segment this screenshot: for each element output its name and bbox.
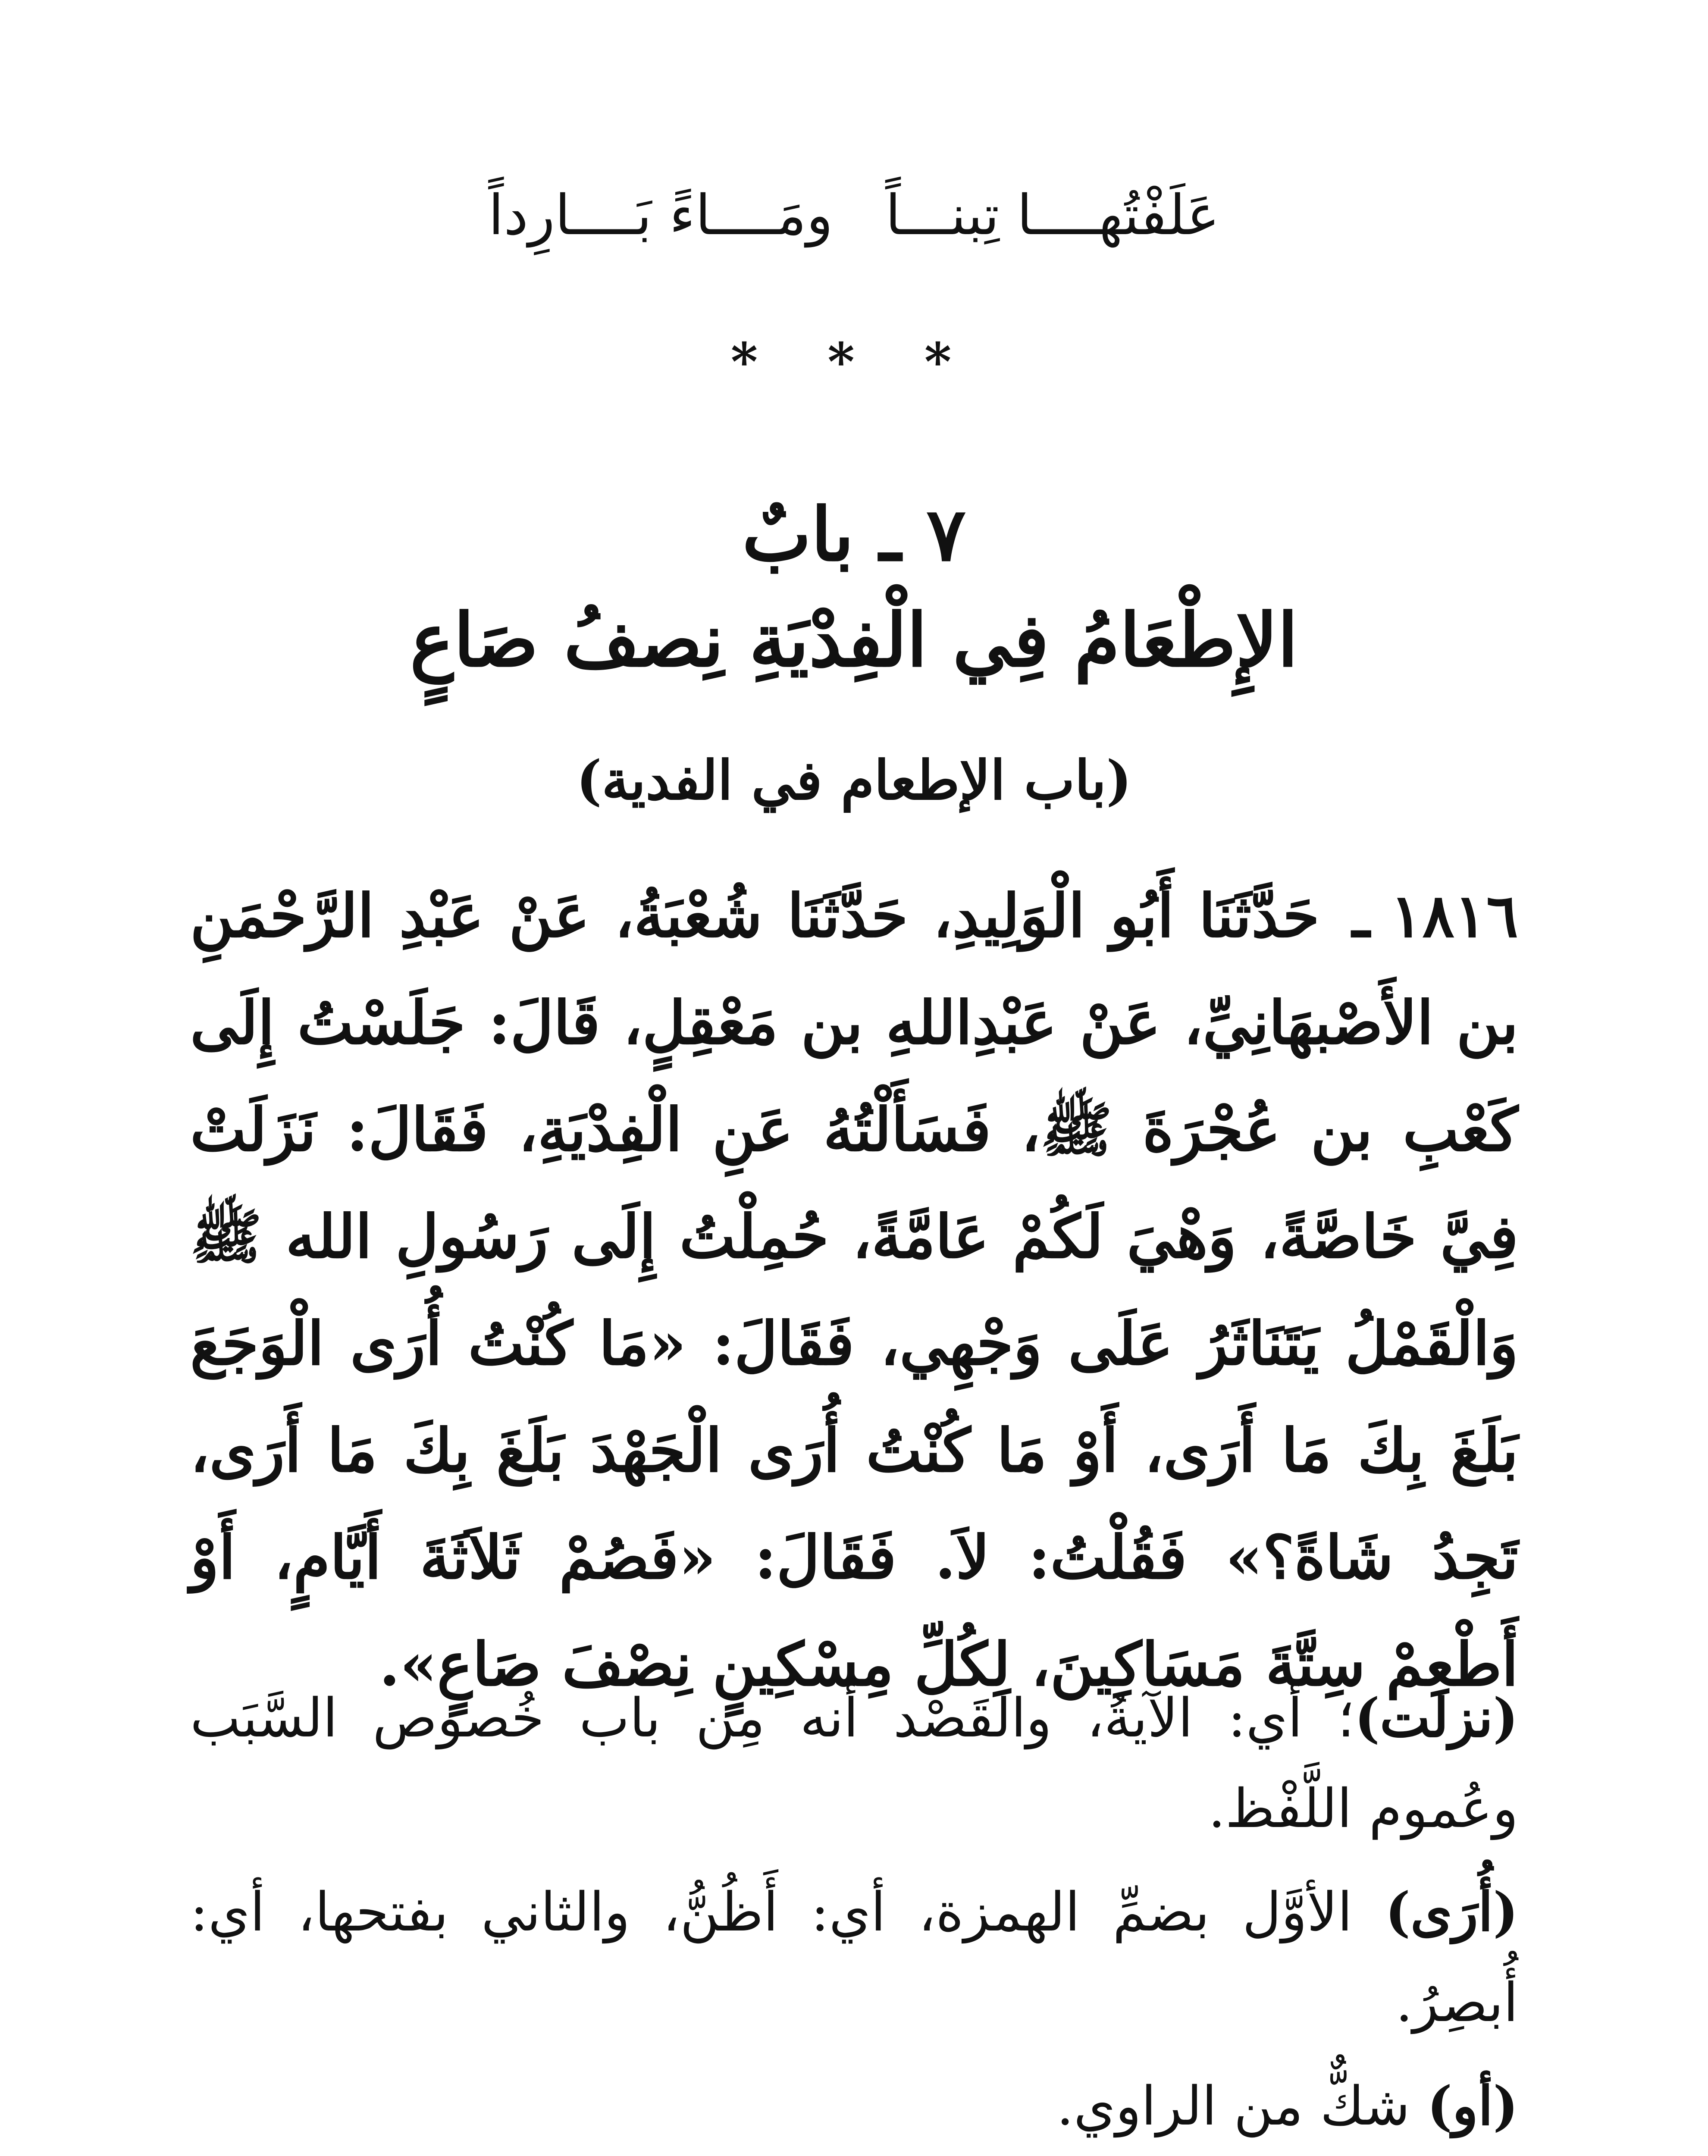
note-text: الأوَّل بضمِّ الهمزة، أي: أَظُنُّ، والثاني بفتحها، أي: أُبصِرُ. bbox=[190, 1881, 1518, 2034]
note-text: ؛ أي: الآيةُ، والقَصْد أنه مِن باب خُصوص السَّبَب وعُموم اللَّفْظ. bbox=[190, 1687, 1518, 1840]
poem-verse-part-2: ومَــــاءً بَــــارِداً bbox=[488, 183, 833, 248]
note-item bbox=[190, 1867, 1518, 2048]
chapter-title: الإِطْعَامُ فِي الْفِدْيَةِ نِصفُ صَاعٍ bbox=[410, 597, 1298, 683]
note-term: (نزلت) bbox=[1354, 1687, 1518, 1749]
note-item bbox=[190, 1673, 1518, 1854]
section-separator: * * * bbox=[730, 332, 978, 392]
note-term: (أُرَى) bbox=[1385, 1881, 1518, 1943]
note-item bbox=[190, 2061, 1518, 2152]
poem-verse bbox=[0, 177, 1708, 254]
poem-verse-part-1: عَلَفْتُهــــا تِبنـــاً bbox=[885, 183, 1220, 248]
note-term: (أو) bbox=[1427, 2075, 1518, 2137]
chapter-subtitle: (باب الإطعام في الفدية) bbox=[576, 749, 1132, 812]
hadith-body: حَدَّثَنَا أَبُو الْوَلِيدِ، حَدَّثَنَا شُعْبَةُ، عَنْ عَبْدِ الرَّحْمَنِ بن الأَصْبهَانِيِّ، عَنْ عَبْدِاللهِ بن مَعْقِلٍ، قَالَ: جَلَسْتُ إِلَى كَعْبِ بن عُجْرَةَ ﷺ، فَسَأَلْتُهُ عَنِ الْفِدْيَةِ، فَقَالَ: نَزَلَتْ فِيَّ خَاصَّةً، وَهْيَ لَكُمْ عَامَّةً، حُمِلْتُ إِلَى رَسُولِ الله ﷺ وَالْقَمْلُ يَتَنَاثَرُ عَلَى وَجْهِي، فَقَالَ: «مَا كُنْتُ أُرَى الْوَجَعَ بَلَغَ بِكَ مَا أَرَى، أَوْ مَا كُنْتُ أُرَى الْجَهْدَ بَلَغَ بِكَ مَا أَرَى، تَجِدُ شَاةً؟» فَقُلْتُ: لاَ. فَقَالَ: «فَصُمْ ثَلاَثَةَ أَيَّامٍ، أَوْ أَطْعِمْ سِتَّةَ مَسَاكِينَ، لِكُلِّ مِسْكِينٍ نِصْفَ صَاعٍ». bbox=[190, 881, 1518, 1699]
hadith-text-block bbox=[190, 862, 1518, 1718]
commentary-notes bbox=[190, 1673, 1518, 2156]
chapter-number: ٧ ـ بابٌ bbox=[742, 492, 966, 578]
hadith-number: ١٨١٦ ـ bbox=[1352, 881, 1518, 951]
note-text: شكٌّ من الراوي. bbox=[1056, 2075, 1427, 2137]
